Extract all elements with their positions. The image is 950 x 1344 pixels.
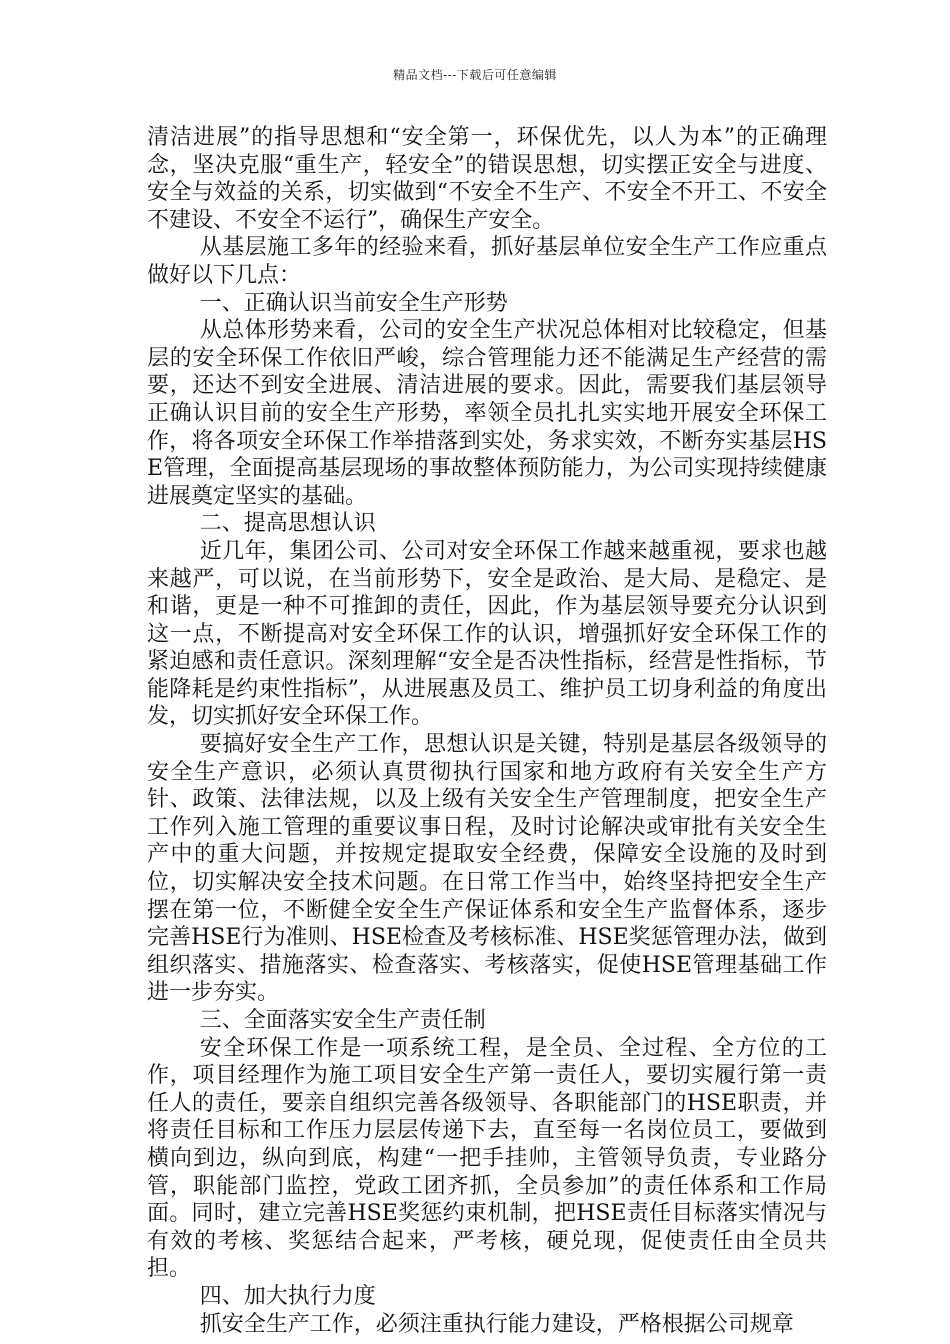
section-heading: 四、加大执行力度 [199, 1283, 376, 1309]
section-heading: 一、正确认识当前安全生产形势 [199, 290, 508, 316]
page-header: 精品文档---下载后可任意编辑 [393, 68, 557, 82]
section-heading: 三、全面落实安全生产责任制 [199, 1008, 486, 1033]
document-body [147, 124, 827, 1338]
paragraph-continued: 清洁进展”的指导思想和“安全第一，环保优先，以人为本”的正确理念，坚决克服“重生产，轻安全”的错误思想，切实摆正安全与进度、安全与效益的关系，切实做到“不安全不生产、不安全不开工、不安全不建设、不安全不运行”，确保生产安全。 [147, 125, 827, 233]
paragraph: 近几年，集团公司、公司对安全环保工作越来越重视，要求也越来越严，可以说，在当前形势下，安全是政治、是大局、是稳定、是和谐，更是一种不可推卸的责任，因此，作为基层领导要充分认识到这一点，不断提高对安全环保工作的认识，增强抓好安全环保工作的紧迫感和责任意识。深刻理解“安全是否决性指标，经营是性指标，节能降耗是约束性指标”，从进展惠及员工、维护员工切身利益的角度出发，切实抓好安全环保工作。 [147, 538, 827, 730]
section-heading: 二、提高思想认识 [199, 511, 376, 537]
paragraph: 要搞好安全生产工作，思想认识是关键，特别是基层各级领导的安全生产意识，必须认真贯彻执行国家和地方政府有关安全生产方针、政策、法律法规，以及上级有关安全生产管理制度，把安全生产工作列入施工管理的重要议事日程，及时讨论解决或审批有关安全生产中的重大问题，并按规定提取安全经费，保障安全设施的及时到位，切实解决安全技术问题。在日常工作当中，始终坚持把安全生产摆在第一位，不断健全安全生产保证体系和安全生产监督体系，逐步完善HSE行为准则、HSE检查及考核标准、HSE奖惩管理办法，做到组织落实、措施落实、检查落实、考核落实，促使HSE管理基础工作进一步夯实。 [147, 732, 827, 1006]
paragraph: 从基层施工多年的经验来看，抓好基层单位安全生产工作应重点做好以下几点： [147, 235, 827, 288]
paragraph: 从总体形势来看，公司的安全生产状况总体相对比较稳定，但基层的安全环保工作依旧严峻，综合管理能力还不能满足生产经营的需要，还达不到安全进展、清洁进展的要求。因此，需要我们基层领导正确认识目前的安全生产形势，率领全员扎扎实实地开展安全环保工作，将各项安全环保工作举措落到实处，务求实效，不断夯实基层HSE管理，全面提高基层现场的事故整体预防能力，为公司实现持续健康进展奠定坚实的基础。 [147, 318, 827, 509]
paragraph: 抓安全生产工作，必须注重执行能力建设，严格根据公司规章 [199, 1311, 794, 1337]
paragraph: 安全环保工作是一项系统工程，是全员、全过程、全方位的工作，项目经理作为施工项目安全生产第一责任人，要切实履行第一责任人的责任，要亲自组织完善各级领导、各职能部门的HSE职责，并将责任目标和工作压力层层传递下去，直至每一名岗位员工，要做到横向到边，纵向到底，构建“一把手挂帅，主管领导负责，专业路分管，职能部门监控，党政工团齐抓，全员参加”的责任体系和工作局面。同时，建立完善HSE奖惩约束机制，把HSE责任目标落实情况与有效的考核、奖惩结合起来，严考核，硬兑现，促使责任由全员共担。 [147, 1035, 827, 1282]
